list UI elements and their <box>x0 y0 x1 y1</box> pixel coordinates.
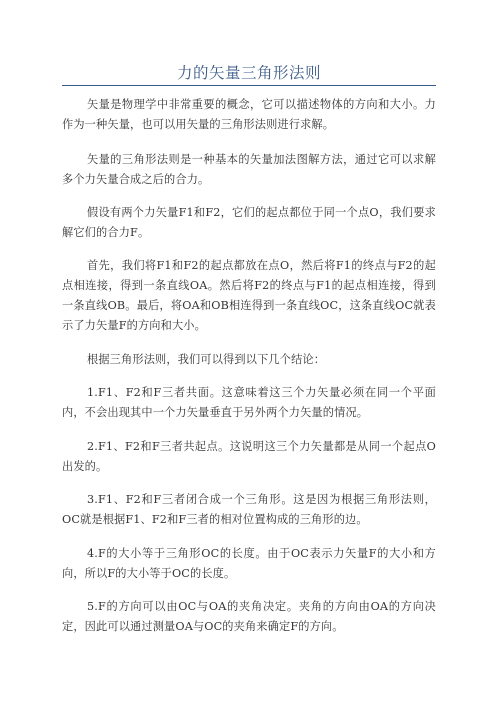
title-underline <box>62 85 436 86</box>
paragraph-7: 2.F1、F2和F三者共起点。这说明这三个力矢量都是从同一个起点O出发的。 <box>62 440 436 473</box>
paragraph-6: 1.F1、F2和F三者共面。这意味着这三个力矢量必须在同一个平面内，不会出现其中一个力矢量垂直于另外两个力矢量的情况。 <box>62 386 436 419</box>
paragraph-1: 矢量是物理学中非常重要的概念，它可以描述物体的方向和大小。力作为一种矢量，也可以用矢量的三角形法则进行求解。 <box>62 98 436 131</box>
paragraph-10: 5.F的方向可以由OC与OA的夹角决定。夹角的方向由OA的方向决定，因此可以通过测量OA与OC的夹角来确定F的方向。 <box>62 600 436 633</box>
paragraph-5: 根据三角形法则，我们可以得到以下几个结论： <box>87 353 326 366</box>
paragraph-8: 3.F1、F2和F三者闭合成一个三角形。这是因为根据三角形法则，OC就是根据F1、F2和F三者的相对位置构成的三角形的边。 <box>62 493 436 526</box>
paragraph-9: 4.F的大小等于三角形OC的长度。由于OC表示力矢量F的大小和方向，所以F的大小等于OC的长度。 <box>62 547 436 580</box>
document-title: 力的矢量三角形法则 <box>176 64 321 82</box>
paragraph-4: 首先，我们将F1和F2的起点都放在点O，然后将F1的终点与F2的起点相连接，得到一条直线OA。然后将F2的终点与F1的起点相连接，得到一条直线OB。最后，将OA和OB相连得到一条直线OC，这条直线OC就表示了力矢量F的方向和大小。 <box>62 259 436 332</box>
paragraph-3: 假设有两个力矢量F1和F2，它们的起点都位于同一个点O，我们要求解它们的合力F。 <box>62 206 436 239</box>
paragraph-2: 矢量的三角形法则是一种基本的矢量加法图解方法，通过它可以求解多个力矢量合成之后的合力。 <box>62 153 436 186</box>
